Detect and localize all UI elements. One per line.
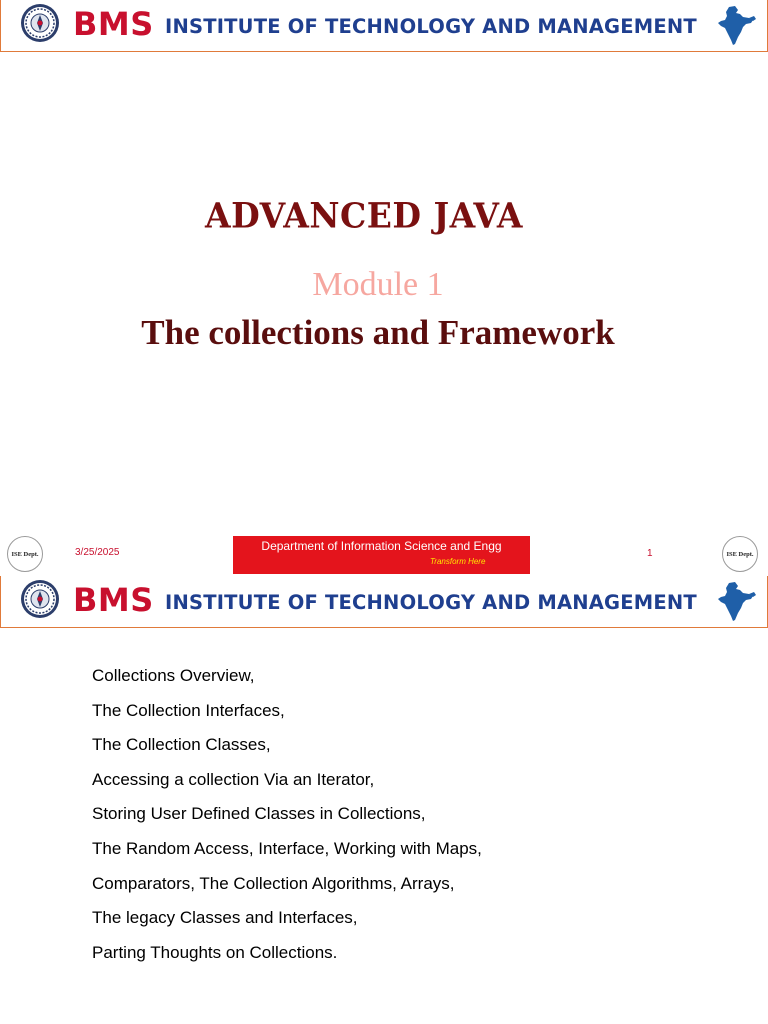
course-title: ADVANCED JAVA (205, 195, 523, 236)
college-seal-icon (20, 579, 60, 619)
topic-item: Storing User Defined Classes in Collections, (92, 804, 426, 824)
topic-item: The Random Access, Interface, Working with Maps, (92, 838, 482, 858)
topic-item: The legacy Classes and Interfaces, (92, 908, 358, 928)
college-seal-icon (20, 3, 60, 43)
institute-banner (0, 0, 768, 52)
topic-item: Collections Overview, (92, 666, 255, 685)
india-map-icon (713, 580, 757, 624)
institute-name: INSTITUTE OF TECHNOLOGY AND MANAGEMENT (165, 15, 697, 38)
topics-slide (0, 576, 768, 1024)
department-tagline: Transform Here (430, 557, 486, 566)
topic-item: The Collection Interfaces, (92, 700, 285, 720)
brand-name: BMS (73, 5, 154, 43)
department-name: Department of Information Science and Engg (261, 539, 502, 553)
module-label: Module 1 (312, 266, 444, 303)
page-number: 1 (647, 548, 653, 559)
topic-list (92, 664, 482, 975)
slide-subtitle: The collections and Framework (141, 313, 615, 352)
slide-footer (0, 530, 768, 576)
dept-badge-left: ISE Dept. (7, 536, 43, 572)
institute-banner (0, 576, 768, 628)
topic-item: Accessing a collection Via an Iterator, (92, 769, 375, 789)
footer-date: 3/25/2025 (75, 547, 120, 558)
topic-item: The Collection Classes, (92, 735, 271, 755)
india-map-icon (713, 4, 757, 48)
institute-name: INSTITUTE OF TECHNOLOGY AND MANAGEMENT (165, 591, 697, 614)
department-box (233, 536, 530, 574)
dept-badge-right: ISE Dept. (722, 536, 758, 572)
brand-name: BMS (73, 581, 154, 619)
topic-item: Parting Thoughts on Collections. (92, 942, 338, 962)
topic-item: Comparators, The Collection Algorithms, Arrays, (92, 873, 455, 893)
